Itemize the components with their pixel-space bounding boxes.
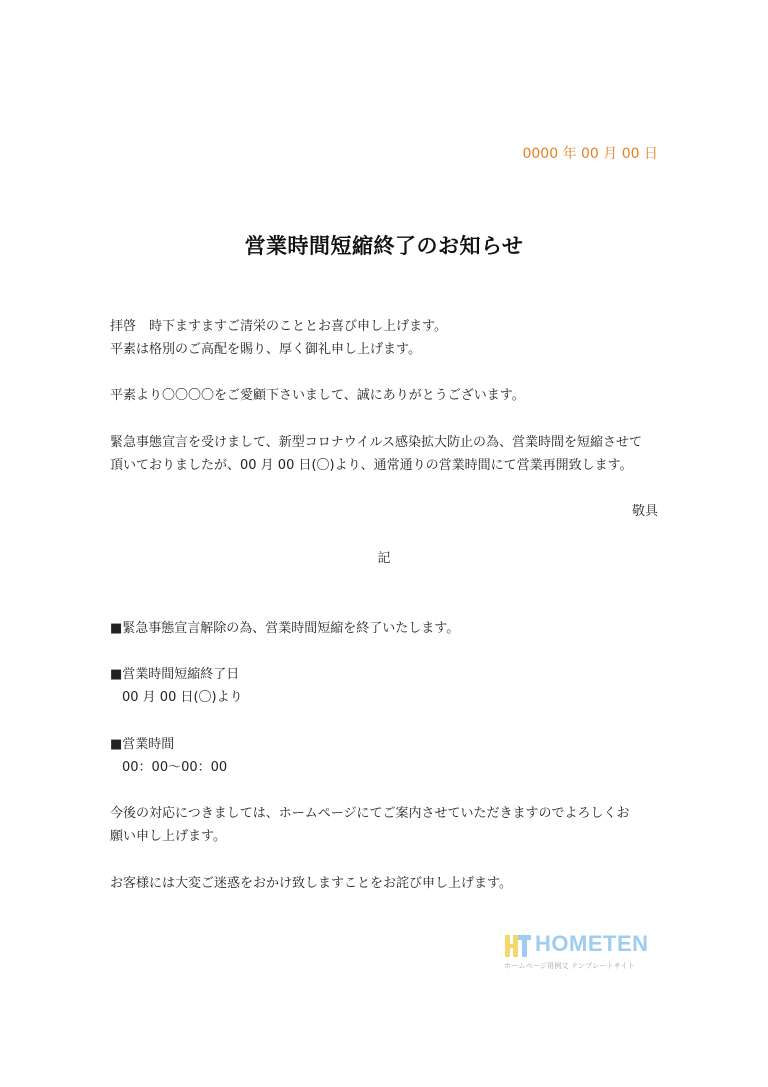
document-title: 営業時間短縮終了のお知らせ — [244, 233, 524, 258]
closing-keigu: 敬具 — [631, 504, 658, 519]
end-date-heading: ■営業時間短縮終了日 — [110, 667, 240, 682]
greeting-line-1: 拝啓 時下ますますご清栄のこととお喜び申し上げます。 — [110, 319, 447, 334]
body-line-1: 緊急事態宣言を受けまして、新型コロナウイルス感染拡大防止の為、営業時間を短縮させて — [110, 435, 642, 450]
apology-line: お客様には大変ご迷惑をおかけ致しますことをお詫び申し上げます。 — [110, 876, 512, 891]
future-line-1: 今後の対応につきましては、ホームページにてご案内させていただきますのでよろしくお — [110, 806, 630, 821]
hometen-logo-text: HOMETEN — [535, 931, 649, 956]
document-date: 0000 年 00 月 00 日 — [522, 146, 658, 162]
body-line-2: 頂いておりましたが、00 月 00 日(〇)より、通常通りの営業時間にて営業再開致します。 — [110, 458, 633, 473]
notice-line: ■緊急事態宣言解除の為、営業時間短縮を終了いたします。 — [110, 621, 460, 636]
ki-heading: 記 — [377, 551, 391, 566]
hours-value: 00：00〜00：00 — [122, 760, 228, 775]
hometen-logo-mark-icon — [504, 933, 532, 959]
thanks-line: 平素より〇〇〇〇をご愛顧下さいまして、誠にありがとうございます。 — [110, 388, 525, 403]
hometen-logo — [504, 931, 656, 975]
future-line-2: 願い申し上げます。 — [110, 829, 226, 844]
hours-heading: ■営業時間 — [110, 737, 175, 752]
end-date-value: 00 月 00 日(〇)より — [122, 690, 243, 705]
greeting-line-2: 平素は格別のご高配を賜り、厚く御礼申し上げます。 — [110, 342, 421, 357]
hometen-logo-subtitle: ホームページ用例文 テンプレートサイト — [504, 962, 635, 970]
